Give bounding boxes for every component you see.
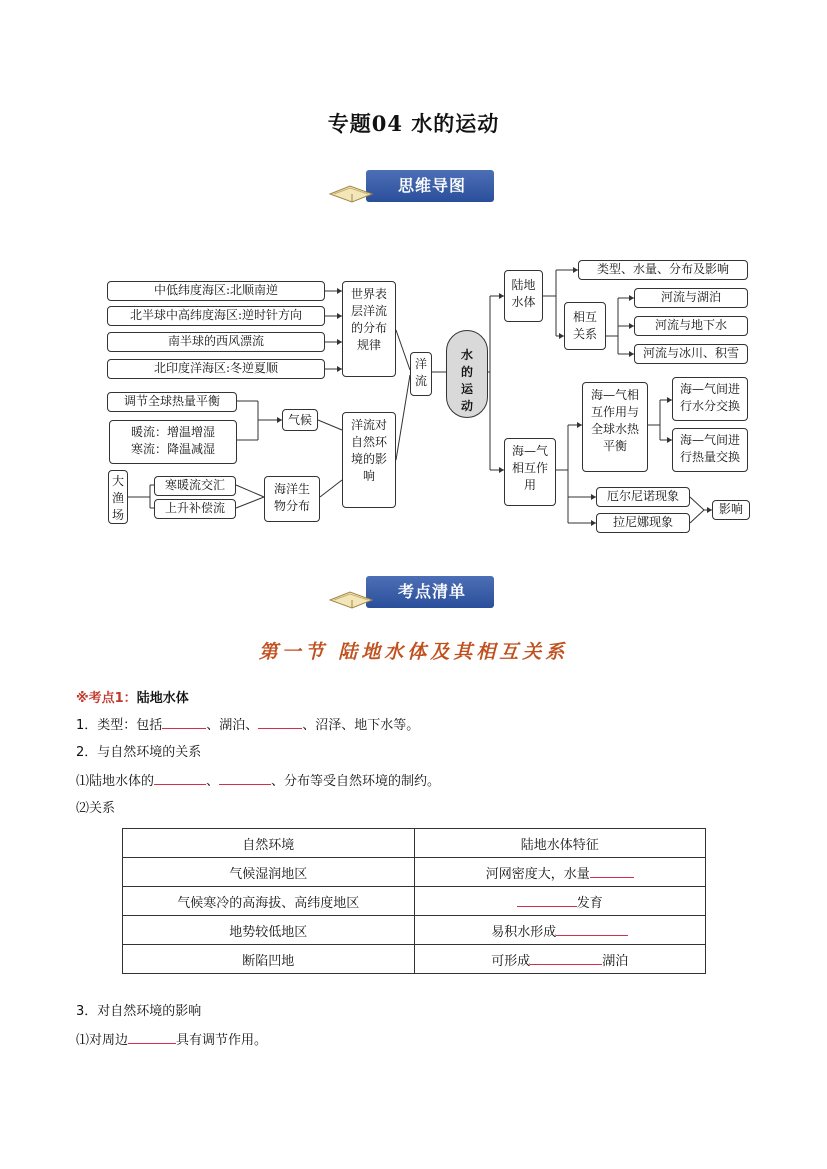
table-header-row — [123, 829, 706, 858]
text: 、 — [206, 774, 220, 789]
checklist-banner-label: 考点清单 — [397, 582, 466, 601]
table-row — [123, 887, 706, 916]
text: 湖泊 — [602, 953, 629, 969]
mm-mutual: 相互关系 — [564, 302, 606, 350]
fill-blank[interactable] — [517, 894, 577, 907]
text: 河网密度大，水量 — [485, 866, 590, 882]
text: ⑴陆地水体的 — [76, 774, 155, 789]
mm-exchange-2: 海—气间进行热量交换 — [672, 428, 748, 472]
text: 、沼泽、地下水等。 — [302, 718, 420, 733]
table-cell: 断陷凹地 — [123, 945, 415, 974]
mm-climate-warm-cold — [109, 420, 237, 464]
line-types — [76, 716, 419, 735]
table-cell — [414, 916, 706, 945]
text: 发育 — [576, 895, 603, 911]
kp1-title: 陆地水体 — [136, 691, 189, 706]
mindmap-banner-label: 思维导图 — [397, 176, 466, 195]
fill-blank[interactable] — [530, 952, 602, 965]
table-row — [123, 858, 706, 887]
mm-law-3: 南半球的西风漂流 — [107, 332, 325, 352]
mm-warm-current: 暖流：增温增湿 — [130, 425, 215, 439]
mm-center: 水的运动 — [446, 330, 488, 418]
mm-influence: 影响 — [712, 500, 750, 520]
mm-law-1: 中低纬度海区:北顺南逆 — [107, 281, 325, 301]
fill-blank[interactable] — [258, 716, 302, 729]
table-cell — [414, 945, 706, 974]
mm-law-4: 北印度洋海区:冬逆夏顺 — [107, 359, 325, 379]
fill-blank[interactable] — [590, 865, 634, 878]
mm-land-water: 陆地水体 — [504, 270, 543, 322]
text: 易积水形成 — [491, 924, 557, 940]
mm-effect-box: 洋流对自然环境的影响 — [342, 412, 396, 508]
table-cell — [414, 887, 706, 916]
mm-land-item-1: 类型、水量、分布及影响 — [578, 260, 748, 280]
line-constraint — [76, 772, 440, 791]
table-cell — [414, 858, 706, 887]
line-impact-heading: 3．对自然环境的影响 — [76, 1004, 202, 1019]
mm-law-box: 世界表层洋流的分布规律 — [342, 281, 396, 377]
mm-cold-current: 寒流：降温减湿 — [130, 442, 215, 456]
mm-ocean-current: 洋流 — [410, 352, 432, 396]
kp1-heading — [76, 690, 189, 708]
mm-climate: 气候 — [282, 409, 318, 431]
mm-bio: 海洋生物分布 — [264, 476, 320, 522]
mm-sea-air-box: 海—气相互作用与全球水热平衡 — [582, 382, 648, 472]
line-impact-1 — [76, 1031, 267, 1050]
text: 可形成 — [491, 953, 531, 969]
mm-mutual-1: 河流与湖泊 — [634, 288, 748, 308]
fill-blank[interactable] — [556, 923, 628, 936]
mm-climate-item-1: 调节全球热量平衡 — [107, 392, 237, 412]
kp1-prefix: ※考点1： — [76, 691, 137, 706]
table-row — [123, 916, 706, 945]
mm-mutual-2: 河流与地下水 — [634, 316, 748, 336]
table-cell: 气候寒冷的高海拔、高纬度地区 — [123, 887, 415, 916]
text: 具有调节作用。 — [176, 1033, 268, 1048]
table-row — [123, 945, 706, 974]
relation-table — [122, 828, 706, 974]
mm-law-2: 北半球中高纬度海区:逆时针方向 — [107, 306, 325, 326]
text: 、分布等受自然环境的制约。 — [271, 774, 441, 789]
text: 、湖泊、 — [206, 718, 259, 733]
line-relation-sub: ⑵关系 — [76, 801, 116, 816]
text: 1．类型：包括 — [76, 718, 163, 733]
table-cell: 气候湿润地区 — [123, 858, 415, 887]
page-title: 专题04 水的运动 — [327, 111, 500, 136]
mm-fishery-1: 寒暖流交汇 — [154, 476, 236, 496]
mm-enso-1: 厄尔尼诺现象 — [596, 487, 690, 507]
fill-blank[interactable] — [219, 772, 271, 785]
table-header-cell: 陆地水体特征 — [414, 829, 706, 858]
mm-exchange-1: 海—气间进行水分交换 — [672, 377, 748, 421]
table-cell: 地势较低地区 — [123, 916, 415, 945]
fill-blank[interactable] — [162, 716, 206, 729]
mm-mutual-3: 河流与冰川、积雪 — [634, 344, 748, 364]
fill-blank[interactable] — [154, 772, 206, 785]
text: ⑴对周边 — [76, 1033, 129, 1048]
section-heading: 第一节 陆地水体及其相互关系 — [258, 641, 569, 663]
mm-fishery: 大渔场 — [108, 470, 128, 524]
checklist-banner — [326, 572, 496, 612]
mm-fishery-2: 上升补偿流 — [154, 499, 236, 519]
mm-enso-2: 拉尼娜现象 — [596, 513, 690, 533]
mm-sea-air: 海—气相互作用 — [504, 438, 556, 506]
line-relation-heading: 2．与自然环境的关系 — [76, 745, 202, 760]
fill-blank[interactable] — [128, 1031, 176, 1044]
book-icon — [328, 586, 374, 610]
table-header-cell: 自然环境 — [123, 829, 415, 858]
